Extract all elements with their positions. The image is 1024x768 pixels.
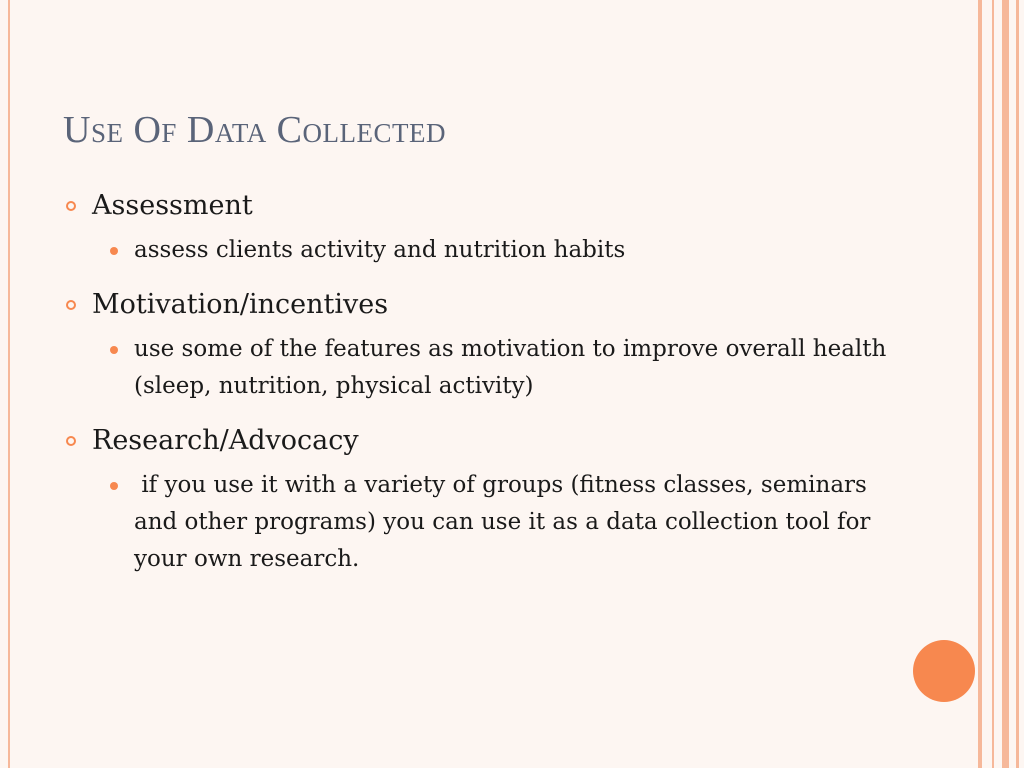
bullet-heading: Motivation/incentives	[92, 289, 389, 320]
stripe	[992, 0, 994, 768]
bullet-assessment	[66, 188, 896, 224]
dot-bullet-icon	[110, 346, 118, 354]
right-border-stripes	[978, 0, 1024, 768]
stripe	[1016, 0, 1019, 768]
sub-bullet	[108, 232, 896, 269]
sub-bullet	[108, 467, 896, 578]
slide-title: Use Of Data Collected	[63, 109, 447, 151]
stripe	[978, 0, 982, 768]
dot-bullet-icon	[110, 247, 118, 255]
dot-bullet-icon	[110, 482, 118, 490]
decorative-circle	[913, 640, 975, 702]
bullet-list	[66, 188, 896, 578]
stripe	[1002, 0, 1009, 768]
sub-bullet-text: assess clients activity and nutrition habits	[134, 237, 626, 263]
sub-bullet	[108, 331, 896, 405]
ring-bullet-icon	[66, 300, 76, 310]
ring-bullet-icon	[66, 436, 76, 446]
ring-bullet-icon	[66, 201, 76, 211]
bullet-motivation	[66, 287, 896, 323]
sub-bullet-text: use some of the features as motivation to improve overall health (sleep, nutrition, physical activity)	[134, 336, 894, 399]
bullet-research	[66, 423, 896, 459]
sub-bullet-text: if you use it with a variety of groups (fitness classes, seminars and other programs) you can use it as a data collection tool for your own research.	[134, 472, 878, 572]
bullet-heading: Research/Advocacy	[92, 425, 359, 456]
left-border-line	[8, 0, 10, 768]
bullet-heading: Assessment	[92, 190, 253, 221]
